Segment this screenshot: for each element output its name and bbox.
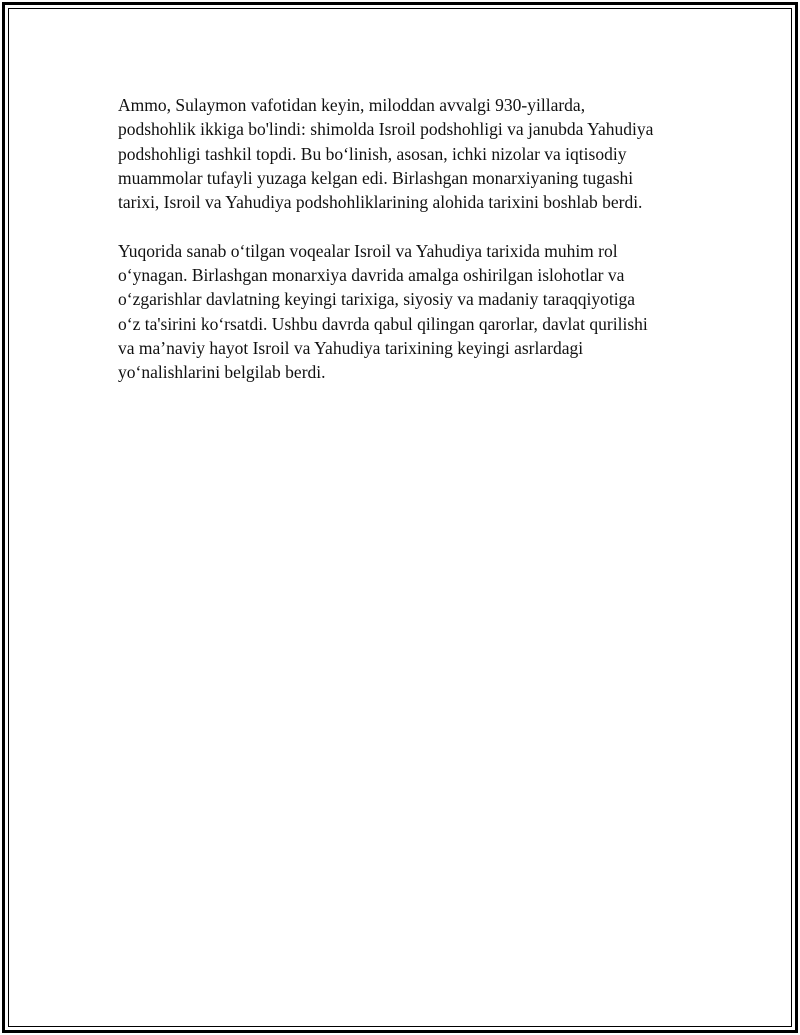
text-line: yo‘nalishlarini belgilab berdi. xyxy=(118,362,326,383)
text-line: o‘ynagan. Birlashgan monarxiya davrida amalga oshirilgan islohotlar va xyxy=(118,265,625,286)
text-line: o‘z ta'sirini ko‘rsatdi. Ushbu davrda qabul qilingan qarorlar, davlat qurilishi xyxy=(118,313,648,334)
text-line: o‘zgarishlar davlatning keyingi tarixiga, siyosiy va madaniy taraqqiyotiga xyxy=(118,289,636,310)
text-line: Ammo, Sulaymon vafotidan keyin, miloddan avvalgi 930-yillarda, xyxy=(118,95,586,115)
text-line: tarixi, Isroil va Yahudiya podshohliklarining alohida tarixini boshlab berdi. xyxy=(118,192,643,213)
text-line: va ma’naviy hayot Isroil va Yahudiya tarixining keyingi asrlardagi xyxy=(118,337,584,358)
document-body xyxy=(118,93,718,409)
paragraph-1 xyxy=(118,93,718,214)
text-line: podshohlik ikkiga bo'lindi: shimolda Isroil podshohligi va janubda Yahudiya xyxy=(118,119,654,140)
text-line: muammolar tufayli yuzaga kelgan edi. Birlashgan monarxiyaning tugashi xyxy=(118,167,634,188)
text-line: podshohligi tashkil topdi. Bu bo‘linish, asosan, ichki nizolar va iqtisodiy xyxy=(118,143,627,164)
paragraph-2 xyxy=(118,239,718,385)
text-line: Yuqorida sanab o‘tilgan voqealar Isroil va Yahudiya tarixida muhim rol xyxy=(118,240,618,261)
